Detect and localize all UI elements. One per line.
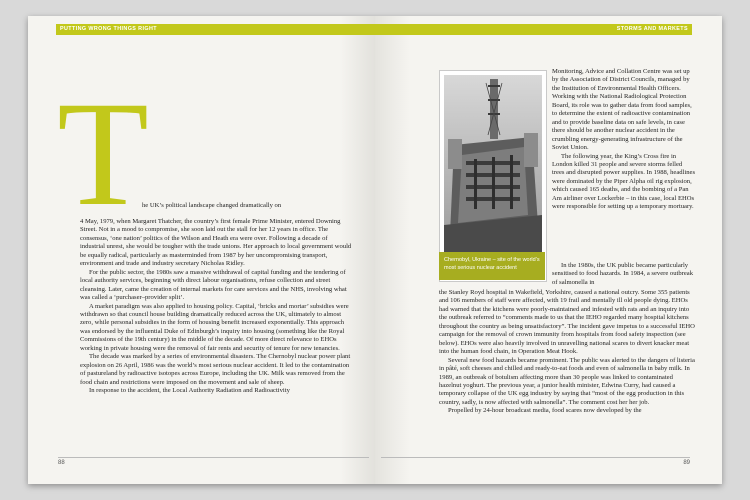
right-full-width-text — [439, 289, 696, 416]
footer-rule — [381, 457, 690, 458]
left-body-text — [80, 218, 352, 396]
paragraph: A market paradigm was also applied to housing policy. Capital, ‘bricks and mortar’ subsidies were withdrawn so that council house building dramatically reduced across the UK, ultimately to almost zero, while personal subsidies in the form of housing benefit increased exponentially. This approach was endorsed by the influential Duke of Edinburgh’s inquiry into housing (something like the Royal Commissions of the 19th century) in the middle of the decade. Of more direct relevance to EHOs working in private housing were the removal of fair rents and security of tenure for new tenancies. — [80, 302, 349, 352]
chernobyl-photo — [439, 70, 547, 282]
paragraph: Propelled by 24-hour broadcast media, food scares now developed by the — [448, 407, 642, 415]
right-page — [375, 16, 722, 484]
paragraph: 4 May, 1979, when Margaret Thatcher, the country’s first female Prime Minister, entered Downing Street. Not in a mood to compromise, she soon laid out the stall for her 12 years in office. The consensus, ‘one nation’ politics of the Wilson and Heath era were over. Following a decade of industrial unrest, she would be tougher with the trade unions. Her approach to local government would be equally radical, particularly as masterminded from 1987 by her uncompromising transport, environment and trade and industry secretary Nicholas Ridley. — [80, 218, 352, 268]
paragraph: the Stanley Royd hospital in Wakefield, Yorkshire, caused a national outcry. Some 355 patients and 106 members of staff were affected, with 19 frail and mentally ill old people dying. EHOs had warned that the kitchens were poorly-maintained and infested with rats and an inquiry into the outbreak referred to “comments made to us that the IEHO regarded many hospital kitchens throughout the country as being unsatisfactory”. The incident gave impetus to a successful IEHO campaign for the removal of crown immunity from hospitals from food safety inspection (see below). EHOs were also heavily involved in unravelling national scares to divert knacker meat into the human food chain, in Operation Meat Hook. — [439, 289, 695, 356]
book-spread — [28, 16, 722, 484]
drop-cap — [57, 71, 149, 237]
running-head-right: STORMS AND MARKETS — [375, 24, 692, 35]
paragraph: The following year, the King’s Cross fire in London killed 31 people and severe storms felled trees and disrupted power supplies. In 1988, headlines were dominated by the Piper Alpha oil rig explosion, which caused 165 deaths, and the bombing of a Pan Am airliner over Lockerbie – in this case, local EHOs were responsible for setting up a temporary mortuary. — [552, 152, 696, 211]
paragraph: In response to the accident, the Local Authority Radiation and Radioactivity — [89, 387, 290, 395]
photo-caption: Chernobyl, Ukraine – site of the world’s most serious nuclear accident — [439, 252, 545, 280]
reactor-image — [444, 75, 542, 253]
running-head-left: PUTTING WRONG THINGS RIGHT — [56, 24, 375, 35]
left-page — [28, 16, 375, 484]
right-column-text — [552, 68, 696, 212]
footer-rule — [58, 457, 369, 458]
paragraph: Monitoring, Advice and Collation Centre was set up by the Association of District Councils, managed by the Institution of Environmental Health Officers. Working with the National Radiological Protection Board, its role was to gather data from food samples, to determine the extent of radioactive contamination and to provide baseline data on safe levels, in case there should be another nuclear accident in the crumbling energy-generating infrastructure of the Soviet Union. — [552, 68, 692, 152]
page-number-right: 89 — [683, 460, 690, 466]
opening-line: he UK’s political landscape changed dramatically on — [142, 202, 282, 209]
page-number-left: 88 — [58, 460, 65, 466]
svg-text:T: T — [57, 71, 149, 237]
right-column-continued — [552, 262, 696, 287]
paragraph: The decade was marked by a series of environmental disasters. The Chernobyl nuclear power plant explosion on 26 April, 1986 was the world’s most serious nuclear accident. It led to the contamination of pastureland by radioactive isotopes across Europe, including the UK. Milk was removed from the food chain and restrictions were imposed on the movement and sale of sheep. — [80, 353, 351, 386]
paragraph: For the public sector, the 1980s saw a massive withdrawal of capital funding and the tendering of local authority services, beginning with direct labour organisations, refuse collection and street cleansing. Later, came the creation of internal markets for care services and the NHS, involving what was called a ‘purchaser–provider split’. — [80, 268, 347, 302]
paragraph: In the 1980s, the UK public became particularly sensitised to food hazards. In 1984, a severe outbreak of salmonella in — [552, 262, 693, 286]
paragraph: Several new food hazards became prominent. The public was alerted to the dangers of listeria in pâté, soft cheeses and chilled and ready-to-eat foods and even of salmonella in baby milk. In 1989, an outbreak of botulism affecting more than 30 people was linked to contaminated hazelnut yoghurt. The previous year, a junior health minister, Edwina Curry, had caused a temporary collapse of the UK egg industry by saying that “most of the egg production in this country, sadly, is now affected with salmonella”. The comment cost her her job. — [439, 356, 695, 406]
